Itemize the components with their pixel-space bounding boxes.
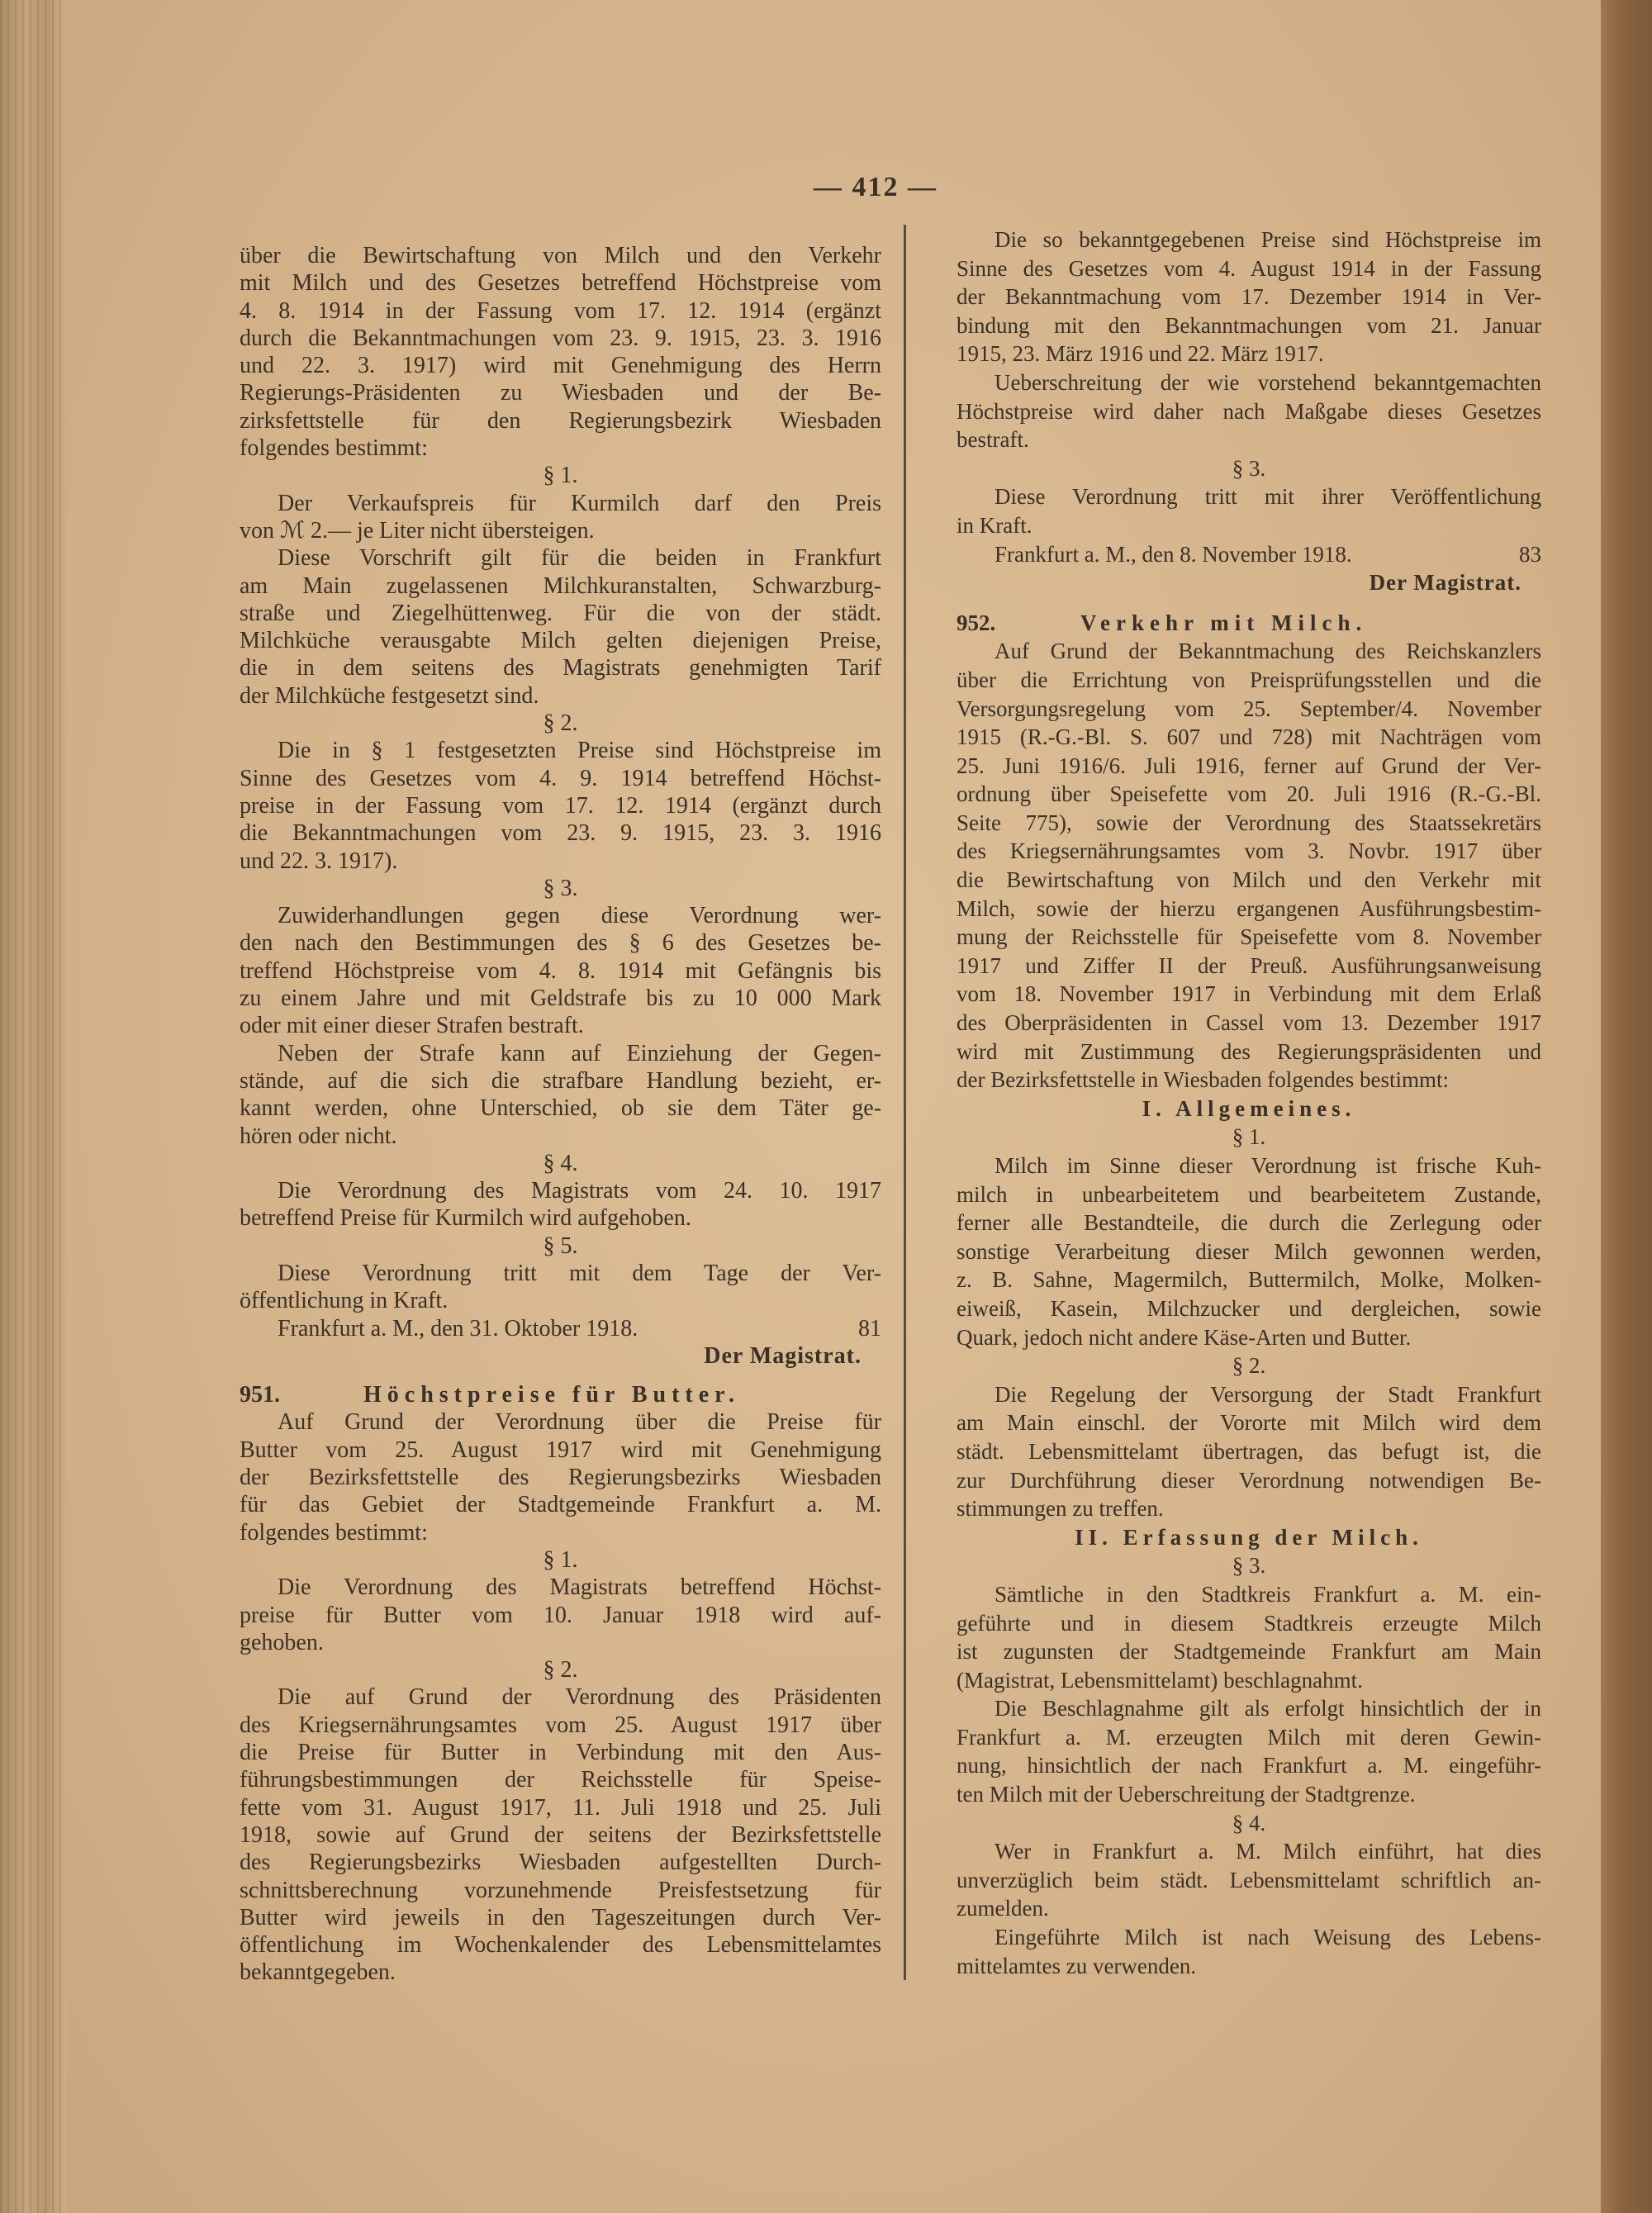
signature: Der Magistrat. — [1369, 570, 1521, 596]
section-heading: § 1. — [543, 1546, 578, 1573]
text-line: betreffend Preise für Kurmilch wird aufgehoben. — [240, 1205, 691, 1232]
section-heading: § 2. — [1232, 1353, 1266, 1379]
text-line: Die Regelung der Versorgung der Stadt Frankfurt — [995, 1381, 1541, 1407]
page-number: — 412 — — [814, 172, 938, 202]
section-heading: § 5. — [543, 1232, 578, 1259]
section-heading: § 2. — [543, 710, 578, 737]
paragraph — [957, 226, 1541, 368]
text-line: milch in unbearbeitetem und bearbeitetem Zustande, — [957, 1181, 1541, 1207]
text-line: und 22. 3. 1917). — [240, 848, 398, 874]
text-line: über die Bewirtschaftung von Milch und den Verkehr — [240, 243, 881, 268]
text-line: Milch im Sinne dieser Verordnung ist frische Kuh- — [995, 1153, 1541, 1178]
text-line: Die auf Grund der Verordnung des Präsidenten — [278, 1684, 881, 1711]
ordinance-number: 83 — [1519, 541, 1541, 567]
right-column — [957, 226, 1541, 1980]
text-line: Die so bekanntgegebenen Preise sind Höchstpreise im — [995, 227, 1541, 252]
text-line: folgendes bestimmt: — [240, 1519, 428, 1546]
text-line: des Regierungsbezirks Wiesbaden aufgestellten Durch- — [240, 1850, 881, 1876]
ordinance-id: 951. — [240, 1382, 280, 1408]
text-line: mittelamtes zu verwenden. — [957, 1953, 1197, 1978]
text-line: preise für Butter vom 10. Januar 1918 wird auf- — [240, 1602, 881, 1628]
paragraph — [240, 737, 881, 874]
text-line: Diese Verordnung tritt mit ihrer Veröffentlichung — [995, 484, 1541, 510]
text-line: Regierungs-Präsidenten zu Wiesbaden und der Be- — [240, 380, 881, 406]
text-line: bekanntgegeben. — [240, 1959, 396, 1986]
text-line: fette vom 31. August 1917, 11. Juli 1918 und 25. Juli — [240, 1794, 881, 1821]
part-heading: II. Erfassung der Milch. — [1075, 1524, 1423, 1550]
dateline — [957, 540, 1541, 569]
text-line: Butter vom 25. August 1917 wird mit Genehmigung — [240, 1437, 881, 1463]
text-line: Versorgungsregelung vom 25. September/4. November — [957, 696, 1541, 721]
text-line: treffend Höchstpreise vom 4. 8. 1914 mit Gefängnis bis — [240, 957, 881, 984]
paragraph — [240, 544, 881, 710]
text-line: der Bekanntmachung vom 17. Dezember 1914 in Ver- — [957, 284, 1541, 310]
section-heading: § 1. — [1232, 1124, 1266, 1150]
text-line: gehoben. — [240, 1629, 324, 1655]
text-line: Sinne des Gesetzes vom 4. 9. 1914 betreffend Höchst- — [240, 765, 881, 791]
text-line: nung, hinsichtlich der nach Frankfurt a. M. eingeführ- — [957, 1753, 1541, 1778]
text-line: stimmungen zu treffen. — [957, 1496, 1164, 1522]
text-line: mit Milch und des Gesetzes betreffend Höchstpreise vom — [240, 270, 881, 297]
paragraph — [240, 1683, 881, 1986]
text-line: hören oder nicht. — [240, 1123, 397, 1149]
text-line: 1915 (R.-G.-Bl. S. 607 und 728) mit Nachträgen vom — [957, 724, 1541, 750]
text-line: zirksfettstelle für den Regierungsbezirk Wiesbaden — [240, 407, 881, 434]
ordinance-heading: Höchstpreise für Butter. — [363, 1382, 741, 1408]
ordinance-id: 952. — [957, 610, 996, 635]
text-line: Butter wird jeweils in den Tageszeitungen durch Ver- — [240, 1904, 881, 1930]
text-line: unverzüglich beim städt. Lebensmittelamt schriftlich an- — [957, 1867, 1541, 1892]
text-line: eiweiß, Kasein, Milchzucker und dergleichen, sowie — [957, 1295, 1541, 1321]
text-line: Quark, jedoch nicht andere Käse-Arten und Butter. — [957, 1324, 1412, 1350]
text-line: Frankfurt a. M. erzeugten Milch mit deren Gewin- — [957, 1724, 1541, 1750]
column-rule — [904, 225, 906, 1980]
text-line: Die Verordnung des Magistrats vom 24. 10. 1917 — [278, 1178, 881, 1204]
text-line: Auf Grund der Bekanntmachung des Reichskanzlers — [995, 639, 1541, 664]
text-line: von ℳ 2.— je Liter nicht übersteigen. — [240, 517, 595, 544]
text-line: für das Gebiet der Stadtgemeinde Frankfurt a. M. — [240, 1492, 881, 1518]
paragraph — [240, 242, 881, 462]
text-line: des Kriegsernährungsamtes vom 3. Novbr. 1917 über — [957, 838, 1541, 864]
text-line: Wer in Frankfurt a. M. Milch einführt, hat dies — [995, 1839, 1541, 1864]
text-line: Der Verkaufspreis für Kurmilch darf den Preis — [278, 490, 881, 516]
text-line: die Preise für Butter in Verbindung mit den Aus- — [240, 1740, 881, 1766]
text-line: stände, auf die sich die strafbare Handlung bezieht, er- — [240, 1067, 881, 1094]
text-line: in Kraft. — [957, 512, 1032, 538]
text-line: oder mit einer dieser Strafen bestraft. — [240, 1013, 584, 1039]
text-line: bestraft. — [957, 427, 1029, 453]
section-heading: § 3. — [1232, 1553, 1266, 1579]
text-line: führungsbestimmungen der Reichsstelle für Speise- — [240, 1767, 881, 1793]
text-line: die Bekanntmachungen vom 23. 9. 1915, 23. 3. 1916 — [240, 820, 881, 847]
text-line: ten Milch mit der Ueberschreitung der Stadtgrenze. — [957, 1782, 1416, 1807]
ordinance-title — [240, 1381, 881, 1408]
section-heading: § 1. — [543, 463, 578, 489]
binding-edge — [1601, 0, 1652, 2213]
section-heading: § 4. — [1232, 1810, 1266, 1835]
text-line: Neben der Strafe kann auf Einziehung der Gegen- — [278, 1040, 881, 1066]
text-line: kannt werden, ohne Unterschied, ob sie dem Täter ge- — [240, 1095, 881, 1122]
left-column — [240, 242, 881, 1987]
text-line: ordnung über Speisefette vom 20. Juli 1916 (R.-G.-Bl. — [957, 781, 1541, 807]
text-line: straße und Ziegelhüttenweg. Für die von der städt. — [240, 600, 881, 626]
text-line: die Bewirtschaftung von Milch und den Verkehr mit — [957, 867, 1541, 893]
text-line: schnittsberechnung vorzunehmende Preisfestsetzung für — [240, 1877, 881, 1903]
place-date: Frankfurt a. M., den 31. Oktober 1918. — [278, 1315, 638, 1342]
text-line: den nach den Bestimmungen des § 6 des Gesetzes be- — [240, 930, 881, 957]
text-line: Ueberschreitung der wie vorstehend bekanntgemachten — [995, 369, 1541, 395]
paragraph — [957, 482, 1541, 539]
text-line: Milchküche verausgabte Milch gelten diejenigen Preise, — [240, 628, 881, 654]
text-line: öffentlichung im Wochenkalender des Lebensmittelamtes — [240, 1932, 881, 1959]
text-line: und 22. 3. 1917) wird mit Genehmigung des Herrn — [240, 353, 881, 379]
section-heading: § 4. — [543, 1150, 578, 1176]
section-heading: § 3. — [1232, 455, 1266, 481]
text-line: der Bezirksfettstelle in Wiesbaden folgendes bestimmt: — [957, 1067, 1450, 1093]
text-line: der Bezirksfettstelle des Regierungsbezirks Wiesbaden — [240, 1465, 881, 1491]
text-line: Eingeführte Milch ist nach Weisung des Lebens- — [995, 1925, 1541, 1950]
place-date: Frankfurt a. M., den 8. November 1918. — [995, 541, 1352, 567]
text-line: 25. Juni 1916/6. Juli 1916, ferner auf Grund der Ver- — [957, 753, 1541, 778]
paragraph — [957, 637, 1541, 1095]
text-line: Sämtliche in den Stadtkreis Frankfurt a. M. ein- — [995, 1581, 1541, 1607]
text-line: Seite 775), sowie der Verordnung des Staatssekretärs — [957, 810, 1541, 835]
paragraph — [957, 1923, 1541, 1980]
text-line: städt. Lebensmittelamt übertragen, das befugt ist, die — [957, 1438, 1541, 1464]
text-line: 4. 8. 1914 in der Fassung vom 17. 12. 1914 (ergänzt — [240, 297, 881, 324]
ordinance-number: 81 — [858, 1315, 881, 1342]
paragraph — [240, 490, 881, 545]
paragraph — [240, 1574, 881, 1656]
text-line: Die Verordnung des Magistrats betreffend Höchst- — [278, 1574, 881, 1601]
paragraph — [957, 1837, 1541, 1923]
text-line: des Oberpräsidenten in Cassel vom 13. Dezember 1917 — [957, 1010, 1541, 1036]
text-line: Zuwiderhandlungen gegen diese Verordnung wer- — [278, 903, 881, 929]
paragraph — [240, 902, 881, 1039]
text-line: Diese Vorschrift gilt für die beiden in Frankfurt — [278, 545, 881, 572]
text-line: Milch, sowie der hierzu ergangenen Ausführungsbestim- — [957, 895, 1541, 921]
text-line: zumelden. — [957, 1896, 1049, 1921]
text-line: des Kriegsernährungsamtes vom 25. August 1917 über — [240, 1712, 881, 1738]
text-line: mung der Reichsstelle für Speisefette vom 8. November — [957, 924, 1541, 950]
text-line: geführte und in diesem Stadtkreis erzeugte Milch — [957, 1610, 1541, 1636]
text-line: preise in der Fassung vom 17. 12. 1914 (ergänzt durch — [240, 792, 881, 819]
paragraph — [957, 368, 1541, 454]
text-line: zu einem Jahre und mit Geldstrafe bis zu 10 000 Mark — [240, 985, 881, 1012]
section-heading: § 2. — [543, 1657, 578, 1683]
text-line: (Magistrat, Lebensmittelamt) beschlagnahmt. — [957, 1667, 1363, 1693]
text-line: am Main zugelassenen Milchkuranstalten, Schwarzburg- — [240, 572, 881, 599]
paragraph — [240, 1408, 881, 1546]
dateline — [240, 1315, 881, 1342]
text-line: öffentlichung in Kraft. — [240, 1288, 449, 1314]
text-line: am Main einschl. der Vororte mit Milch wird dem — [957, 1410, 1541, 1436]
text-line: ferner alle Bestandteile, die durch die Zerlegung oder — [957, 1210, 1541, 1236]
text-line: 1915, 23. März 1916 und 22. März 1917. — [957, 341, 1324, 367]
paragraph — [957, 1380, 1541, 1523]
text-line: Auf Grund der Verordnung über die Preise für — [278, 1409, 881, 1436]
text-line: über die Errichtung von Preisprüfungsstellen und die — [957, 667, 1541, 692]
ordinance-heading: Verkehr mit Milch. — [1080, 610, 1368, 635]
text-line: sonstige Verarbeitung dieser Milch gewonnen werden, — [957, 1238, 1541, 1264]
text-line: vom 18. November 1917 in Verbindung mit dem Erlaß — [957, 981, 1541, 1007]
text-line: die in dem seitens des Magistrats genehmigten Tarif — [240, 655, 881, 681]
paragraph — [957, 1694, 1541, 1808]
text-line: ist zugunsten der Stadtgemeinde Frankfurt am Main — [957, 1639, 1541, 1664]
text-line: zur Durchführung dieser Verordnung notwendigen Be- — [957, 1467, 1541, 1493]
text-line: folgendes bestimmt: — [240, 435, 428, 462]
text-line: der Milchküche festgesetzt sind. — [240, 682, 539, 709]
page-stack-edge — [0, 0, 66, 2213]
paragraph — [240, 1177, 881, 1232]
paragraph — [957, 1580, 1541, 1694]
paragraph — [240, 1040, 881, 1150]
paragraph — [957, 1152, 1541, 1351]
text-line: Höchstpreise wird daher nach Maßgabe dieses Gesetzes — [957, 398, 1541, 424]
text-line: Die Beschlagnahme gilt als erfolgt hinsichtlich der in — [995, 1696, 1541, 1721]
text-line: bindung mit den Bekanntmachungen vom 21. Januar — [957, 312, 1541, 338]
section-heading: § 3. — [543, 875, 578, 901]
text-line: Die in § 1 festgesetzten Preise sind Höchstpreise im — [278, 738, 881, 764]
text-line: wird mit Zustimmung des Regierungspräsidenten und — [957, 1038, 1541, 1064]
signature: Der Magistrat. — [704, 1342, 862, 1369]
part-heading: I. Allgemeines. — [1142, 1095, 1356, 1121]
text-line: durch die Bekanntmachungen vom 23. 9. 1915, 23. 3. 1916 — [240, 325, 881, 351]
text-line: 1917 und Ziffer II der Preuß. Ausführungsanweisung — [957, 952, 1541, 978]
text-line: Sinne des Gesetzes vom 4. August 1914 in der Fassung — [957, 255, 1541, 281]
text-line: Diese Verordnung tritt mit dem Tage der Ver- — [278, 1260, 881, 1286]
text-line: z. B. Sahne, Magermilch, Buttermilch, Molke, Molken- — [957, 1267, 1541, 1293]
ordinance-title — [957, 609, 1541, 638]
text-line: 1918, sowie auf Grund der seitens der Bezirksfettstelle — [240, 1821, 881, 1848]
paragraph — [240, 1260, 881, 1315]
